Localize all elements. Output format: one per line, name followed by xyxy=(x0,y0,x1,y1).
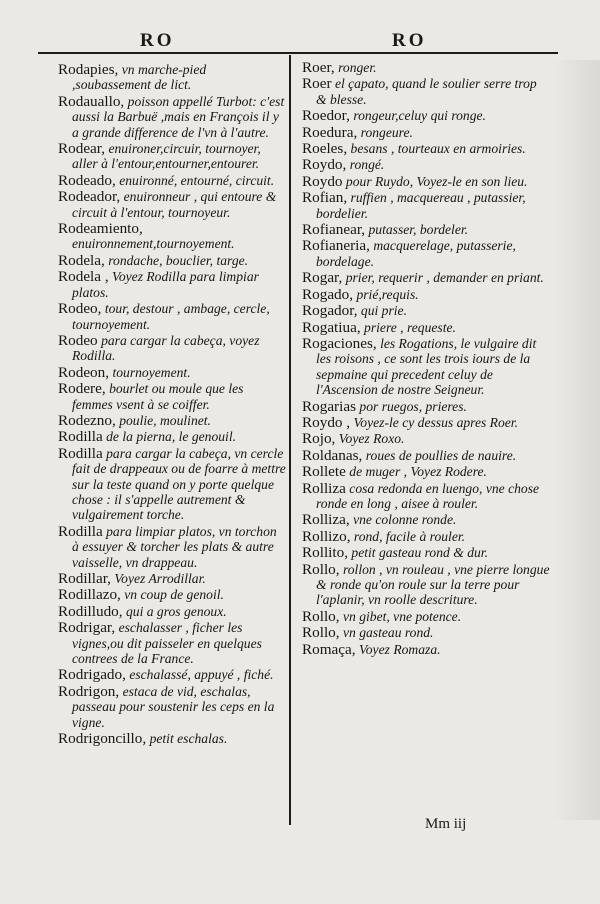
entry-definition: Voyez Arrodillar. xyxy=(114,571,206,586)
entry-headword: Rojo, xyxy=(302,430,336,448)
entry-headword: Rodrigon, xyxy=(58,682,120,700)
entry-headword: Rodilla xyxy=(58,522,103,540)
entry-headword: Rollete xyxy=(302,463,346,481)
entry-headword: Rodeo xyxy=(58,331,98,349)
dictionary-entry xyxy=(58,365,286,380)
entry-headword: Rodeamiento, xyxy=(58,220,143,238)
entry-definition: Voyez Rodilla para limpiar platos. xyxy=(72,269,259,300)
entry-definition: ronger. xyxy=(338,60,377,75)
entry-definition: Voyez Romaza. xyxy=(358,641,441,657)
entry-definition: roues de poullies de nauire. xyxy=(365,447,517,463)
entry-headword: Rofian, xyxy=(302,189,348,207)
entry-headword: Rollo, xyxy=(302,607,340,625)
entry-headword: Rodear, xyxy=(58,140,106,158)
dictionary-entry xyxy=(302,190,550,221)
dictionary-entry xyxy=(58,429,286,444)
dictionary-entry xyxy=(58,381,286,412)
dictionary-entry xyxy=(302,303,550,318)
entry-headword: Rollito, xyxy=(302,544,348,562)
entry-definition: petit gasteau rond & dur. xyxy=(351,545,488,561)
entry-headword: Rodillar, xyxy=(58,570,111,587)
entry-headword: Rollo, xyxy=(302,560,340,578)
entry-headword: Rodrigar, xyxy=(58,619,116,637)
entry-definition: rollon , vn rouleau , vne pierre longue & ronde qu'on roule sur la terre pour l'aplanir, vn roolle descriture. xyxy=(316,561,550,608)
entry-definition: eschalasser , ficher les vignes,ou dit paisseler en quelques contrees de la France. xyxy=(72,620,262,667)
dictionary-entry xyxy=(302,415,550,430)
dictionary-entry xyxy=(302,609,550,624)
entry-definition: poisson appellé Turbot: c'est aussi la Barbuë ,mais en François il y a grande difference de l'vn à l'autre. xyxy=(72,93,285,140)
entry-headword: Roldanas, xyxy=(302,446,363,464)
entry-headword: Rodela , xyxy=(58,268,109,286)
dictionary-entry xyxy=(302,448,550,463)
dictionary-entry xyxy=(58,333,286,364)
entry-headword: Rodeo, xyxy=(58,300,102,318)
entry-definition: por ruegos, prieres. xyxy=(359,398,467,414)
entry-headword: Rodezno, xyxy=(58,411,116,429)
signature-mark: Mm iij xyxy=(425,816,467,832)
entry-headword: Rodrigoncillo, xyxy=(58,730,147,748)
entry-definition: Voyez-le cy dessus apres Roer. xyxy=(353,414,518,430)
entry-definition: enuironneur , qui entoure & circuit à l'entour, tournoyeur. xyxy=(72,189,277,220)
entry-headword: Rodere, xyxy=(58,380,106,398)
dictionary-entry xyxy=(58,269,286,300)
dictionary-entry xyxy=(302,625,550,640)
entry-headword: Rogado, xyxy=(302,285,354,303)
entry-headword: Roedor, xyxy=(302,107,350,125)
dictionary-entry xyxy=(58,301,286,332)
dictionary-entry xyxy=(302,157,550,172)
entry-definition: putasser, bordeler. xyxy=(368,222,469,238)
entry-headword: Roeles, xyxy=(302,140,348,158)
dictionary-entry xyxy=(302,141,550,156)
entry-definition: macquerelage, putasserie, bordelage. xyxy=(316,238,516,269)
entry-headword: Rollizo, xyxy=(302,527,351,545)
entry-definition: poulie, moulinet. xyxy=(119,412,211,428)
header-rule xyxy=(38,52,558,54)
entry-headword: Rollo, xyxy=(302,624,340,642)
entry-headword: Rolliza xyxy=(302,479,346,497)
dictionary-entry xyxy=(302,431,550,446)
entry-definition: eschalassé, appuyé , fiché. xyxy=(129,667,274,683)
entry-headword: Rodauallo, xyxy=(58,92,125,110)
dictionary-entry xyxy=(58,173,286,188)
entry-headword: Rodapies, xyxy=(58,61,119,78)
dictionary-entry xyxy=(302,125,550,140)
entry-definition: rongeur,celuy qui ronge. xyxy=(353,108,486,124)
entry-definition: de muger , Voyez Rodere. xyxy=(349,464,487,480)
right-column xyxy=(302,60,550,658)
dictionary-entry xyxy=(302,545,550,560)
entry-definition: priere , requeste. xyxy=(364,319,456,335)
entry-definition: qui a gros genoux. xyxy=(125,603,227,619)
entry-definition: Voyez Roxo. xyxy=(338,431,405,447)
entry-definition: enuironnement,tournoyement. xyxy=(72,236,235,252)
entry-headword: Roydo , xyxy=(302,413,351,431)
dictionary-entry xyxy=(58,446,286,523)
entry-headword: Rodeador, xyxy=(58,188,121,206)
entry-definition: prier, requerir , demander en priant. xyxy=(345,270,544,286)
dictionary-entry xyxy=(302,270,550,285)
entry-headword: Rodeado, xyxy=(58,171,116,189)
dictionary-entry xyxy=(302,108,550,123)
entry-headword: Rolliza, xyxy=(302,511,350,529)
dictionary-entry xyxy=(302,464,550,479)
entry-definition: ruffien , macquereau , putassier, bordelier. xyxy=(316,190,526,221)
entry-definition: enuironer,circuir, tournoyer, aller à l'entour,entourner,entourer. xyxy=(72,141,261,172)
entry-headword: Rodrigado, xyxy=(58,666,126,684)
dictionary-entry xyxy=(58,141,286,172)
entry-headword: Rogarias xyxy=(302,397,356,415)
dictionary-entry xyxy=(58,620,286,666)
entry-definition: estaca de vid, eschalas, passeau pour soustenir les ceps en la vigne. xyxy=(72,683,275,730)
column-divider xyxy=(289,55,291,825)
dictionary-entry xyxy=(302,60,550,75)
right-running-head: RO xyxy=(392,30,427,51)
entry-definition: rondache, bouclier, targe. xyxy=(108,252,249,268)
entry-definition: para limpiar platos, vn torchon à essuyer & torcher les plats & autre vaisselle, vn drappeau. xyxy=(72,523,277,570)
page-edge-shadow xyxy=(552,60,600,820)
entry-definition: petit eschalas. xyxy=(149,731,228,747)
entry-headword: Rogador, xyxy=(302,302,358,320)
dictionary-entry xyxy=(58,667,286,682)
entry-headword: Rodeon, xyxy=(58,363,110,381)
dictionary-entry xyxy=(58,524,286,570)
entry-headword: Roedura, xyxy=(302,123,358,141)
entry-definition: enuironné, entourné, circuit. xyxy=(119,172,275,188)
entry-definition: prié,requis. xyxy=(356,286,419,302)
entry-headword: Rodilla xyxy=(58,444,103,462)
dictionary-entry xyxy=(58,189,286,220)
dictionary-entry xyxy=(302,512,550,527)
entry-definition: vn coup de genoil. xyxy=(124,587,224,603)
dictionary-entry xyxy=(58,62,286,93)
dictionary-entry xyxy=(58,94,286,140)
entry-definition: les Rogations, le vulgaire dit les roisons , ce sont les trois iours de la sepmaine qui precedent celuy de l'Ascension de nostre Seigneur. xyxy=(316,335,537,398)
dictionary-entry xyxy=(58,731,286,746)
dictionary-entry xyxy=(58,587,286,602)
entry-definition: de la pierna, le genouil. xyxy=(106,429,236,445)
dictionary-entry xyxy=(302,642,550,657)
entry-headword: Rofianear, xyxy=(302,221,366,239)
entry-definition: para cargar la cabeça, vn cercle fait de drappeaux ou de foarre à mettre sur la teste quand on y porte quelque chose : il s'appelle autrement & vulgairement torche. xyxy=(72,445,286,523)
entry-definition: tour, destour , ambage, cercle, tournoyement. xyxy=(72,301,270,332)
dictionary-entry xyxy=(58,684,286,730)
entry-definition: qui prie. xyxy=(360,303,407,319)
entry-headword: Roer xyxy=(302,75,332,93)
entry-headword: Rodilla xyxy=(58,428,103,446)
dictionary-entry xyxy=(58,221,286,252)
dictionary-entry xyxy=(302,336,550,398)
entry-headword: Rogatiua, xyxy=(302,318,361,336)
dictionary-entry xyxy=(302,174,550,189)
dictionary-entry xyxy=(302,287,550,302)
dictionary-entry xyxy=(302,562,550,608)
entry-headword: Roer, xyxy=(302,59,335,76)
entry-definition: rond, facile à rouler. xyxy=(353,528,466,544)
left-column xyxy=(58,62,286,747)
dictionary-entry xyxy=(302,481,550,512)
dictionary-entry xyxy=(58,604,286,619)
entry-headword: Rofianeria, xyxy=(302,237,370,255)
dictionary-entry xyxy=(58,253,286,268)
entry-headword: Romaça, xyxy=(302,640,356,658)
entry-headword: Rogaciones, xyxy=(302,334,377,352)
entry-headword: Rodillazo, xyxy=(58,586,121,604)
dictionary-entry xyxy=(58,413,286,428)
entry-definition: vn marche-pied ,soubassement de lict. xyxy=(72,62,207,93)
dictionary-entry xyxy=(302,222,550,237)
entry-definition: tournoyement. xyxy=(112,364,191,380)
entry-headword: Rogar, xyxy=(302,269,343,287)
entry-headword: Rodilludo, xyxy=(58,602,123,620)
left-running-head: RO xyxy=(140,30,175,51)
entry-definition: vne colonne ronde. xyxy=(353,512,457,528)
entry-definition: vn gasteau rond. xyxy=(342,625,434,641)
dictionary-entry xyxy=(302,238,550,269)
entry-definition: para cargar la cabeça, voyez Rodilla. xyxy=(72,332,260,364)
entry-definition: rongeure. xyxy=(360,124,413,140)
entry-definition: besans , tourteaux en armoiries. xyxy=(350,141,526,157)
entry-definition: cosa redonda en luengo, vne chose ronde en long , aisee à rouler. xyxy=(316,480,540,511)
entry-definition: pour Ruydo, Voyez-le en son lieu. xyxy=(345,173,528,189)
dictionary-entry xyxy=(302,320,550,335)
dictionary-entry xyxy=(302,529,550,544)
entry-definition: vn gibet, vne potence. xyxy=(342,608,462,624)
entry-headword: Rodela, xyxy=(58,251,105,269)
entry-definition: rongé. xyxy=(349,157,385,173)
dictionary-entry xyxy=(302,399,550,414)
entry-headword: Roydo, xyxy=(302,156,347,174)
entry-headword: Roydo xyxy=(302,172,343,190)
entry-definition: bourlet ou moule que les femmes vsent à se coiffer. xyxy=(72,381,244,412)
dictionary-entry xyxy=(58,571,286,586)
entry-definition: el çapato, quand le soulier serre trop & blesse. xyxy=(316,76,537,107)
dictionary-entry xyxy=(302,76,550,107)
